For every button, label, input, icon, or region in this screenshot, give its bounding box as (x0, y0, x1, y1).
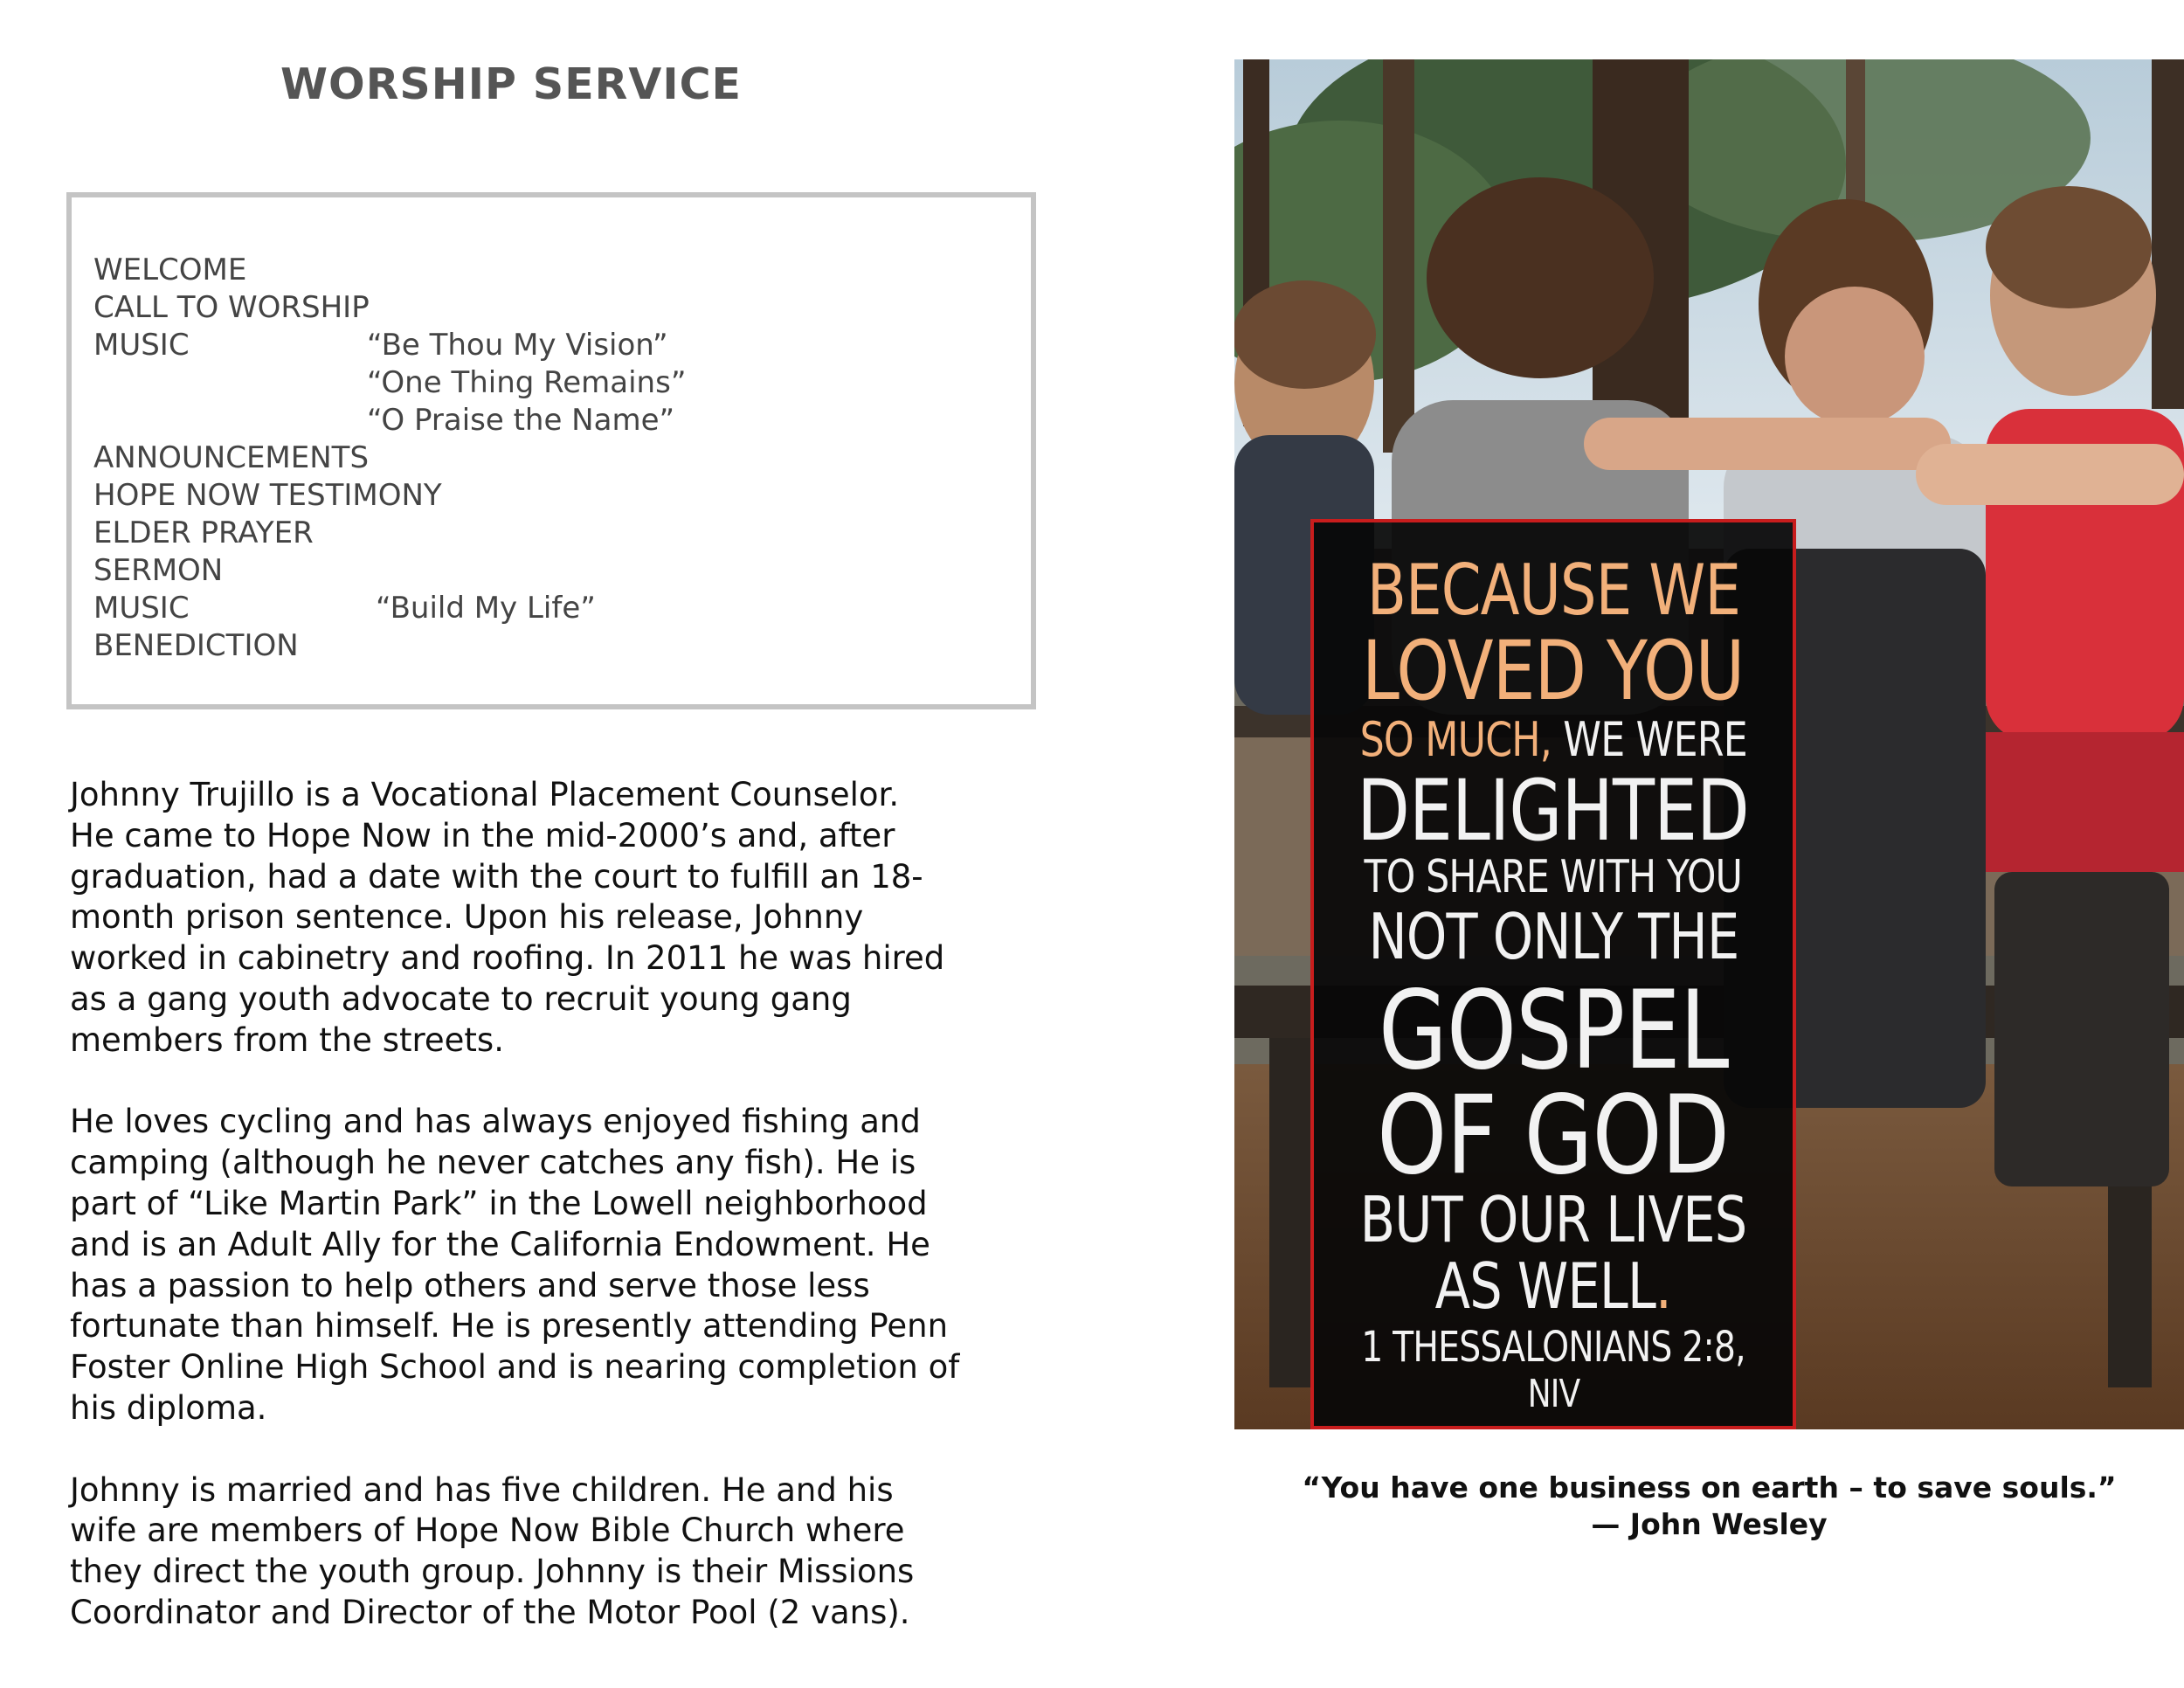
verse-line-2 (1314, 624, 1793, 719)
order-row (93, 327, 967, 364)
verse-line-10 (1314, 1249, 1793, 1323)
order-row (93, 402, 967, 439)
order-item-detail: “One Thing Remains” (367, 365, 687, 400)
bio-line: wife are members of Hope Now Bible Church where (70, 1512, 905, 1550)
order-of-service-list (93, 252, 967, 665)
bio-line: they direct the youth group. Johnny is their Missions (70, 1553, 915, 1591)
verse-version (1314, 1372, 1793, 1416)
verse-line-10-text: AS WELL (1434, 1249, 1656, 1323)
order-row (93, 552, 967, 590)
order-item-label: SERMON (93, 553, 224, 588)
verse-line-3a: SO MUCH, (1359, 712, 1552, 767)
order-row (93, 289, 967, 327)
verse-line-6-text: NOT ONLY THE (1368, 900, 1738, 973)
bio-line: Johnny Trujillo is a Vocational Placement Counselor. (70, 776, 900, 813)
bio-line: his diploma. (70, 1388, 267, 1427)
order-item-label: WELCOME (93, 253, 247, 287)
bio-line: graduation, had a date with the court to fulfill an 18- (70, 857, 923, 896)
order-row (93, 627, 967, 665)
verse-reference-text: 1 THESSALONIANS 2:8, (1361, 1323, 1745, 1372)
order-item-detail: “Build My Life” (376, 591, 596, 626)
verse-version-text: NIV (1527, 1372, 1579, 1416)
bio-line: camping (although he never catches any fish). He is (70, 1144, 916, 1182)
scripture-verse-card (1310, 519, 1796, 1429)
verse-line-7-text: GOSPEL (1378, 968, 1729, 1094)
bio-line: worked in cabinetry and roofing. In 2011 he was hired (70, 939, 945, 978)
order-item-label: MUSIC (93, 328, 190, 363)
order-row (93, 439, 967, 477)
bio-line: Johnny is married and has five children. He and his (70, 1470, 894, 1509)
order-item-label: BENEDICTION (93, 628, 299, 663)
verse-line-3 (1314, 712, 1793, 767)
verse-line-2-text: LOVED YOU (1362, 624, 1745, 719)
order-row (93, 477, 967, 515)
bio-line: Coordinator and Director of the Motor Pool (2 vans). (70, 1593, 910, 1631)
verse-line-7 (1314, 968, 1793, 1094)
order-row (93, 590, 967, 627)
verse-line-3b: WE WERE (1551, 712, 1747, 767)
verse-line-4-text: DELIGHTED (1357, 762, 1750, 860)
verse-line-8-text: OF GOD (1377, 1073, 1730, 1199)
wesley-quote (1234, 1470, 2184, 1543)
order-item-label (93, 402, 367, 439)
verse-line-10-punct: . (1655, 1249, 1672, 1323)
verse-line-4 (1314, 762, 1793, 860)
bio-line: He loves cycling and has always enjoyed fishing and (70, 1103, 921, 1141)
verse-line-1-text: BECAUSE WE (1366, 550, 1740, 631)
bio-paragraph (70, 1470, 996, 1634)
verse-line-9-text: BUT OUR LIVES (1359, 1183, 1747, 1256)
bio-line: as a gang youth advocate to recruit young gang (70, 979, 852, 1018)
order-item-detail: “O Praise the Name” (367, 403, 675, 438)
bio-line: fortunate than himself. He is presently attending Penn (70, 1307, 949, 1346)
bio-line: has a passion to help others and serve those less (70, 1266, 870, 1304)
worship-service-title: WORSHIP SERVICE (280, 59, 743, 109)
bio-paragraph (70, 775, 996, 1062)
verse-line-5-text: TO SHARE WITH YOU (1364, 851, 1743, 903)
bio-line: month prison sentence. Upon his release, Johnny (70, 898, 864, 937)
quote-author: — John Wesley (1591, 1507, 1828, 1541)
verse-line-9 (1314, 1183, 1793, 1256)
order-item-label: MUSIC (93, 591, 190, 626)
quote-text: “You have one business on earth – to save souls.” (1302, 1470, 2117, 1505)
verse-line-6 (1314, 900, 1793, 973)
order-item-label: HOPE NOW TESTIMONY (93, 478, 442, 513)
bio-paragraph (70, 1102, 996, 1429)
order-row (93, 515, 967, 552)
verse-line-5 (1314, 851, 1793, 903)
order-item-label: ELDER PRAYER (93, 515, 314, 550)
verse-line-1 (1314, 550, 1793, 631)
bio-line: members from the streets. (70, 1020, 504, 1059)
order-of-service-box (66, 192, 1036, 709)
bio-line: and is an Adult Ally for the California Endowment. He (70, 1225, 930, 1263)
order-row (93, 364, 967, 402)
bio-line: Foster Online High School and is nearing completion of (70, 1348, 960, 1387)
order-item-label: ANNOUNCEMENTS (93, 440, 370, 475)
verse-line-8 (1314, 1073, 1793, 1199)
order-row (93, 252, 967, 289)
order-item-label (93, 364, 367, 402)
bio-line: He came to Hope Now in the mid-2000’s and, after (70, 816, 895, 854)
verse-reference (1314, 1323, 1793, 1372)
testimony-bio (70, 775, 996, 1675)
order-item-label: CALL TO WORSHIP (93, 290, 370, 325)
bio-line: part of “Like Martin Park” in the Lowell neighborhood (70, 1184, 928, 1222)
order-item-detail: “Be Thou My Vision” (367, 328, 668, 363)
